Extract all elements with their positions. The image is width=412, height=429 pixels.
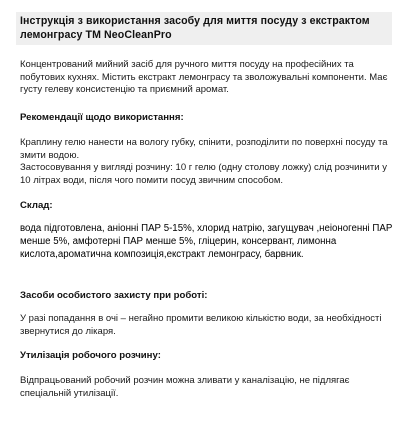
usage-line-2: змити водою.	[20, 149, 80, 161]
usage-text	[20, 137, 392, 187]
disposal-line-2: спеціальній утилізації.	[20, 387, 119, 399]
description-line-1: Концентрований мийний засіб для ручного миття посуду на професійних та	[20, 59, 354, 70]
product-description	[20, 59, 392, 97]
protection-heading: Засоби особистого захисту при роботі:	[20, 290, 208, 301]
usage-line-4: 10 літрах води, після чого помити посуд звичним способом.	[20, 174, 284, 186]
document-title-line-1: Інструкція з використання засобу для миття посуду з екстрактом	[20, 15, 370, 27]
protection-line-1: У разі попадання в очі – негайно промити великою кількістю води, за необхідності	[20, 313, 382, 324]
disposal-text	[20, 375, 392, 400]
composition-heading: Склад:	[20, 200, 53, 211]
protection-text	[20, 313, 392, 338]
usage-line-3: Застосовування у вигляді розчину: 10 г гелю (одну столову ложку) слід розчинити у	[20, 162, 387, 173]
composition-line-3: кислота,ароматична композиція,екстракт лемонграсу, барвник.	[20, 249, 304, 260]
composition-line-2: менше 5%, амфотерні ПАР менше 5%, гліцерин, консервант, лимонна	[20, 236, 337, 247]
document-title-line-2: лемонграсу ТМ NeoCleanPro	[20, 29, 172, 41]
protection-line-2: звернутися до лікаря.	[20, 325, 116, 337]
composition-line-1: вода підготовлена, аніонні ПАР 5-15%, хлорид натрію, загущувач ,неіоногенні ПАР	[20, 223, 393, 234]
composition-text	[20, 222, 392, 261]
disposal-line-1: Відпрацьований робочий розчин можна зливати у каналізацію, не підлягає	[20, 375, 350, 386]
disposal-heading: Утилізація робочого розчину:	[20, 350, 161, 361]
usage-heading: Рекомендації щодо використання:	[20, 112, 184, 123]
description-line-3: густу гелеву консистенцію та приємний аромат.	[20, 84, 229, 95]
usage-line-1: Краплину гелю нанести на вологу губку, спінити, розподілити по поверхні посуду та	[20, 137, 388, 148]
description-line-2: побутових кухнях. Містить екстракт лемонграсу та зволожувальні компоненти. Має	[20, 71, 388, 83]
document-title	[16, 12, 392, 45]
